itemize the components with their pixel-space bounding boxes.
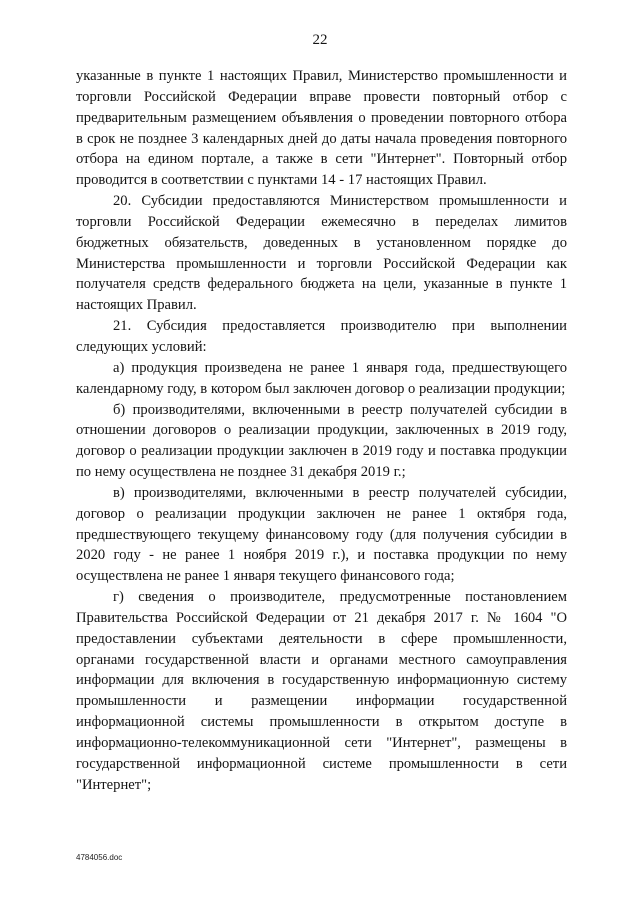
- paragraph-21: 21. Субсидия предоставляется производителю при выполнении следующих условий:: [76, 318, 567, 355]
- document-filename: 4784056.doc: [76, 853, 123, 862]
- condition-a: а) продукция произведена не ранее 1 января года, предшествующего календарному году, в котором был заключен договор о реализации продукции;: [76, 359, 567, 397]
- condition-v: в) производителями, включенными в реестр получателей субсидии, договор о реализации продукции заключен не ранее 1 октября года, предшествующего текущему финансовому году (для получения субсидии в 2020 году - не ранее 1 ноября 2019 г.), и поставка продукции по нему осуществлена не ранее 1 января текущего финансового года;: [76, 484, 567, 585]
- document-body: [76, 66, 567, 796]
- condition-b: б) производителями, включенными в реестр получателей субсидии в отношении договоров о реализации продукции, заключенных в 2019 году, договор о реализации продукции заключен в 2019 году и поставка продукции по нему осуществлена не позднее 31 декабря 2019 г.;: [76, 401, 567, 481]
- paragraph-continuation: указанные в пункте 1 настоящих Правил, Министерство промышленности и торговли Российской Федерации вправе провести повторный отбор с предварительным размещением объявления о проведении повторного отбора в срок не позднее 3 календарных дней до даты начала проведения повторного отбора на едином портале, а также в сети "Интернет". Повторный отбор проводится в соответствии с пунктами 14 - 17 настоящих Правил.: [76, 68, 567, 189]
- page-number: 22: [312, 32, 328, 48]
- paragraph-20: 20. Субсидии предоставляются Министерством промышленности и торговли Российской Федерации ежемесячно в переделах лимитов бюджетных обязательств, доведенных в установленном порядке до Министерства промышленности и торговли Российской Федерации как получателя средств федерального бюджета на цели, указанные в пункте 1 настоящих Правил.: [76, 193, 567, 314]
- condition-g: г) сведения о производителе, предусмотренные постановлением Правительства Российской Федерации от 21 декабря 2017 г. № 1604 "О предоставлении субъектами деятельности в сфере промышленности, органами государственной власти и органами местного самоуправления информации для включения в государственную информационную систему промышленности и размещении информации государственной информационной системы промышленности в открытом доступе в информационно-телекоммуникационной сети "Интернет", размещены в государственной информационной системе промышленности в сети "Интернет";: [76, 589, 567, 793]
